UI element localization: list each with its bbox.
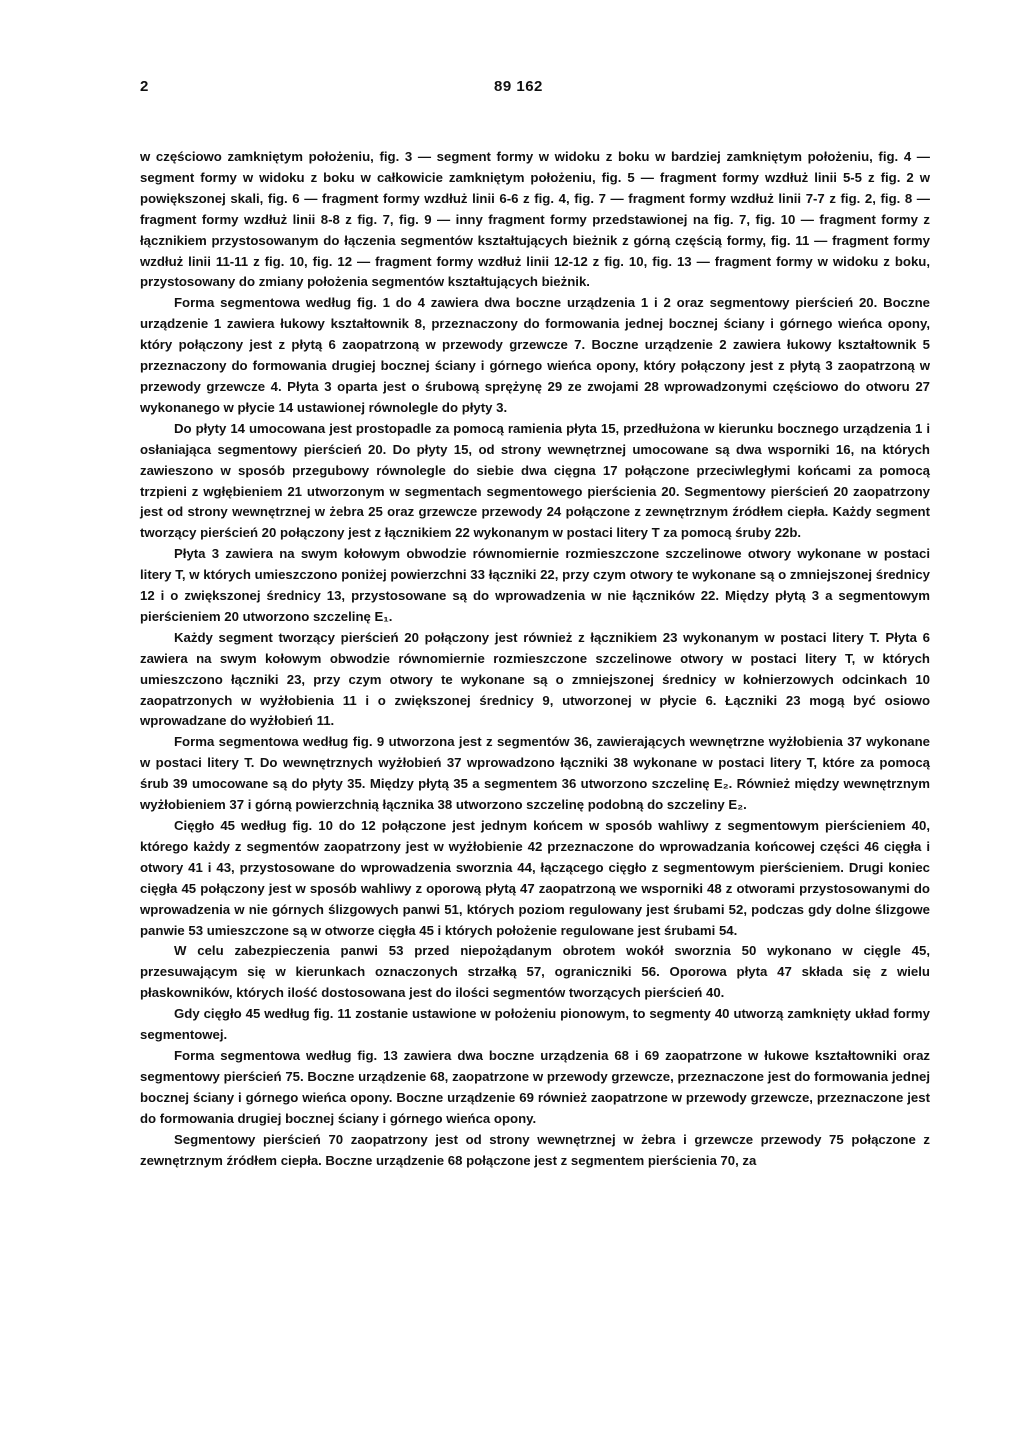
paragraph: Do płyty 14 umocowana jest prostopadle za pomocą ramienia płyta 15, przedłużona w kierunku bocznego urządzenia 1 i osłaniająca segmentowy pierścień 20. Do płyty 15, od strony wewnętrznej umocowane są dwa wsporniki 16, na których zawieszono w sposób przegubowy równolegle do siebie dwa cięgna 17 połączone przeciwległymi końcami za pomocą trzpieni z wgłębieniem 21 utworzonym w segmentach segmentowego pierścienia 20. Segmentowy pierścień 20 zaopatrzony jest od strony wewnętrznej w żebra 25 oraz grzewcze przewody 24 połączone z zewnętrznym źródłem ciepła. Każdy segment tworzący pierścień 20 połączony jest z łącznikiem 22 wykonanym w postaci litery T za pomocą śruby 22b. [140, 420, 930, 541]
paragraph: Forma segmentowa według fig. 9 utworzona jest z segmentów 36, zawierających wewnętrzne wyżłobienia 37 wykonane w postaci litery T. Do wewnętrznych wyżłobień 37 wprowadzono łączniki 38 wykonane w postaci litery T, które za pomocą śrub 39 umocowane są do płyty 35. Między płytą 35 a segmentem 36 utworzono szczelinę E₂. Również między wewnętrznym wyżłobieniem 37 i górną powierzchnią łącznika 38 utworzono szczelinę podobną do szczeliny E₂. [140, 734, 930, 813]
document-number: 89 162 [494, 78, 543, 95]
paragraph: W celu zabezpieczenia panwi 53 przed niepożądanym obrotem wokół sworznia 50 wykonano w cięgle 45, przesuwającym się w kierunkach oznaczonych strzałką 57, ograniczniki 56. Oporowa płyta 47 składa się z wielu płaskowników, których ilość dostosowana jest do ilości segmentów tworzących pierścień 40. [140, 943, 930, 1001]
paragraph: Forma segmentowa według fig. 13 zawiera dwa boczne urządzenia 68 i 69 zaopatrzone w łukowe kształtowniki oraz segmentowy pierścień 75. Boczne urządzenie 68, zaopatrzone w przewody grzewcze, przeznaczone jest do formowania jednej bocznej ściany i górnego wieńca opony. Boczne urządzenie 69 również zaopatrzone w przewody grzewcze, przeznaczone jest do formowania drugiej bocznej ściany i górnego wieńca opony. [140, 1047, 930, 1126]
page-header [140, 78, 930, 102]
paragraph-figure-list: w częściowo zamkniętym położeniu, fig. 3 — segment formy w widoku z boku w bardziej zamkniętym położeniu, fig. 4 — segment formy w widoku z boku w całkowicie zamkniętym położeniu, fig. 5 — fragment formy wzdłuż linii 5-5 z fig. 2 w powiększonej skali, fig. 6 — fragment formy wzdłuż linii 6-6 z fig. 4, fig. 7 — fragment formy wzdłuż linii 7-7 z fig. 2, fig. 8 — fragment formy wzdłuż linii 8-8 z fig. 7, fig. 9 — inny fragment formy przedstawionej na fig. 7, fig. 10 — fragment formy z łącznikiem przystosowanym do łączenia segmentów kształtujących bieżnik z górną częścią formy, fig. 11 — fragment formy wzdłuż linii 11-11 z fig. 10, fig. 12 — fragment formy wzdłuż linii 12-12 z fig. 10, fig. 13 — fragment formy w widoku z boku, przystosowany do zmiany położenia segmentów kształtujących bieżnik. [140, 149, 930, 290]
paragraph: Gdy cięgło 45 według fig. 11 zostanie ustawione w położeniu pionowym, to segmenty 40 utworzą zamknięty układ formy segmentowej. [140, 1006, 930, 1043]
document-body [140, 147, 930, 1171]
paragraph: Cięgło 45 według fig. 10 do 12 połączone jest jednym końcem w sposób wahliwy z segmentowym pierścieniem 40, którego każdy z segmentów zaopatrzony jest w wyżłobienie 42 przeznaczone do wprowadzania końcowej części 46 cięgła i otwory 41 i 43, przystosowane do wprowadzenia sworznia 44, łączącego cięgło z segmentowym pierścieniem. Drugi koniec cięgła 45 połączony jest w sposób wahliwy z oporową płytą 47 zaopatrzoną we wsporniki 48 z otworami przystosowanymi do wprowadzenia w nie górnych ślizgowych panwi 51, których poziom regulowany jest śrubami 52, podczas gdy dolne ślizgowe panwie 53 umieszczone są w otworze cięgła 45 i których położenie regulowane jest śrubami 54. [140, 818, 930, 938]
paragraph: Forma segmentowa według fig. 1 do 4 zawiera dwa boczne urządzenia 1 i 2 oraz segmentowy pierścień 20. Boczne urządzenie 1 zawiera łukowy kształtownik 8, przeznaczony do formowania jednej bocznej ściany i górnego wieńca opony, który połączony jest z płytą 6 zaopatrzoną w przewody grzewcze 7. Boczne urządzenie 2 zawiera łukowy kształtownik 5 przeznaczony do formowania drugiej bocznej ściany i górnego wieńca opony, który połączony jest z płytą 3 zaopatrzoną w przewody grzewcze 4. Płyta 3 oparta jest o śrubową sprężynę 29 ze zwojami 28 wprowadzonymi częściowo do otworu 27 wykonanego w płycie 14 ustawionej równolegle do płyty 3. [140, 295, 930, 415]
page-number: 2 [140, 78, 149, 95]
paragraph: Segmentowy pierścień 70 zaopatrzony jest od strony wewnętrznej w żebra i grzewcze przewody 75 połączone z zewnętrznym źródłem ciepła. Boczne urządzenie 68 połączone jest z segmentem pierścienia 70, za [140, 1131, 930, 1168]
paragraph: Każdy segment tworzący pierścień 20 połączony jest również z łącznikiem 23 wykonanym w postaci litery T. Płyta 6 zawiera na swym kołowym obwodzie równomiernie rozmieszczone szczelinowe otwory w postaci litery T, w których umieszczono łączniki 23, przy czym otwory te wykonane są o zmniejszonej średnicy w kołnierzowych odcinkach 10 zaopatrzonych w wyżłobienia 11 i o zwiększonej średnicy 9, utworzonej w płycie 6. Łączniki 23 mogą być osiowo wprowadzane do wyżłobień 11. [140, 629, 930, 729]
paragraph: Płyta 3 zawiera na swym kołowym obwodzie równomiernie rozmieszczone szczelinowe otwory wykonane w postaci litery T, w których umieszczono poniżej powierzchni 33 łączniki 22, przy czym otwory te wykonane są o zmniejszonej średnicy 12 i o zwiększonej średnicy 13, przystosowane są do wprowadzenia w nie łączników 22. Między płytą 3 a segmentowym pierścieniem 20 utworzono szczelinę E₁. [140, 546, 930, 624]
